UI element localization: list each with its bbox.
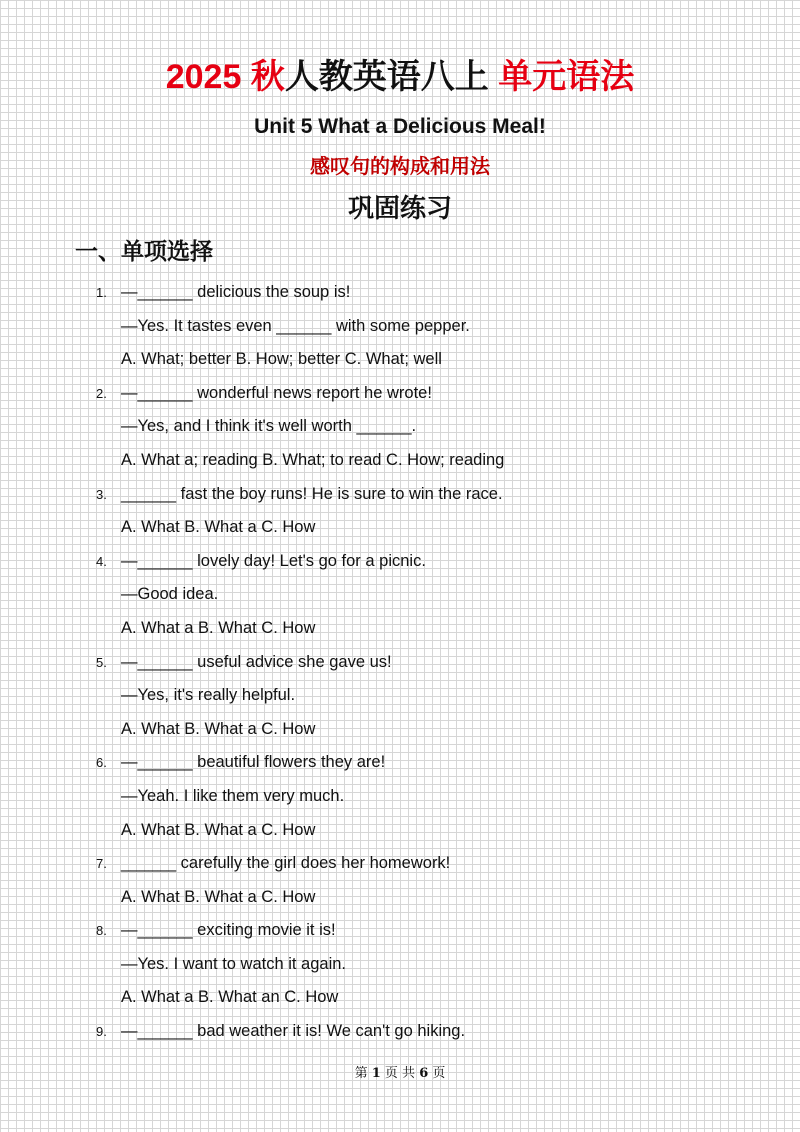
- question-line: [0, 981, 800, 1015]
- question-text: —______ bad weather it is! We can't go hiking.: [121, 1022, 466, 1041]
- question-number: 5.: [96, 654, 107, 670]
- page-title: [0, 54, 800, 100]
- question-line: [0, 310, 800, 344]
- page-footer: [0, 1065, 800, 1083]
- question-line: [0, 343, 800, 377]
- section-title: 巩固练习: [347, 194, 452, 224]
- question-text: —Yes. It tastes even ______ with some pepper.: [121, 316, 470, 335]
- question-item: [0, 377, 800, 411]
- footer-middle: 页 共: [384, 1066, 416, 1081]
- question-line: [0, 814, 800, 848]
- part-heading: 一、单项选择: [75, 238, 213, 264]
- title-grammar: 单元语法: [498, 58, 635, 96]
- footer-total-pages: 6: [419, 1066, 429, 1081]
- question-text: —______ wonderful news report he wrote!: [121, 383, 432, 402]
- grammar-topic: 感叹句的构成和用法: [310, 156, 490, 178]
- question-line: [0, 612, 800, 646]
- question-text: —Yes, and I think it's well worth ______.: [121, 417, 417, 436]
- question-line: [0, 511, 800, 545]
- question-line: [0, 881, 800, 915]
- question-line: [0, 780, 800, 814]
- question-line: [0, 578, 800, 612]
- question-text: —Yes. I want to watch it again.: [121, 954, 347, 973]
- question-text: —Good idea.: [121, 585, 219, 604]
- question-text: —Yes, it's really helpful.: [121, 686, 296, 705]
- question-text: —______ exciting movie it is!: [121, 921, 336, 940]
- title-textbook: 人教英语八上: [284, 58, 499, 96]
- question-text: ______ fast the boy runs! He is sure to win the race.: [121, 484, 503, 503]
- question-item: [0, 646, 800, 680]
- question-item: [0, 478, 800, 512]
- question-text: —______ lovely day! Let's go for a picnic.: [121, 551, 426, 570]
- question-line: [0, 713, 800, 747]
- question-text: —______ delicious the soup is!: [121, 283, 351, 301]
- question-number: 6.: [96, 755, 107, 771]
- question-number: 2.: [96, 385, 107, 401]
- question-number: 9.: [96, 1024, 107, 1040]
- question-number: 3.: [96, 486, 107, 502]
- question-text: A. What B. What a C. How: [121, 518, 316, 537]
- question-text: A. What a B. What an C. How: [121, 988, 339, 1007]
- question-text: A. What a; reading B. What; to read C. How; reading: [121, 450, 505, 469]
- question-text: ______ carefully the girl does her homework!: [121, 854, 451, 873]
- question-item: [0, 1015, 800, 1049]
- footer-prefix: 第: [354, 1066, 368, 1081]
- question-list: [0, 276, 800, 1049]
- question-item: [0, 746, 800, 780]
- question-text: —______ useful advice she gave us!: [121, 652, 392, 671]
- question-line: [0, 679, 800, 713]
- question-number: 8.: [96, 923, 107, 939]
- question-text: A. What B. What a C. How: [121, 820, 316, 839]
- question-item: [0, 545, 800, 579]
- question-line: [0, 948, 800, 982]
- question-text: A. What B. What a C. How: [121, 887, 316, 906]
- question-item: [0, 276, 800, 310]
- question-text: A. What B. What a C. How: [121, 719, 316, 738]
- question-text: —Yeah. I like them very much.: [121, 786, 345, 805]
- question-number: 4.: [96, 553, 107, 569]
- question-number: 7.: [96, 856, 107, 872]
- footer-suffix: 页: [432, 1066, 446, 1081]
- question-item: [0, 914, 800, 948]
- footer-page-number: 1: [371, 1066, 381, 1081]
- question-item: [0, 847, 800, 881]
- unit-subtitle: Unit 5 What a Delicious Meal!: [254, 115, 546, 138]
- title-year: 2025 秋: [165, 58, 285, 96]
- question-text: A. What a B. What C. How: [121, 618, 316, 637]
- question-text: A. What; better B. How; better C. What; well: [121, 350, 442, 369]
- question-line: [0, 410, 800, 444]
- question-number: 1.: [96, 285, 107, 300]
- question-text: —______ beautiful flowers they are!: [121, 753, 386, 772]
- question-line: [0, 444, 800, 478]
